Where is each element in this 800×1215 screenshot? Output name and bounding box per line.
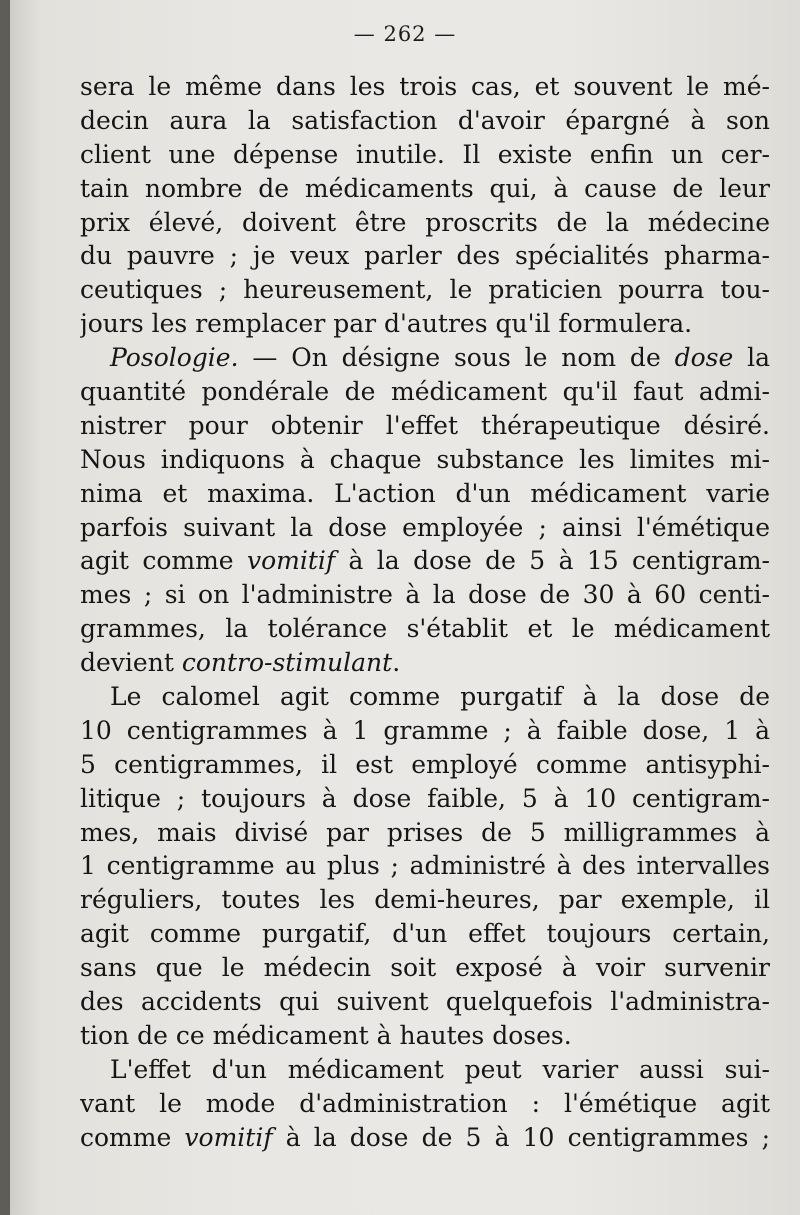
text-line: agit comme purgatif, d'un effet toujours certain, <box>80 919 770 949</box>
text-line: L'effet d'un médicament peut varier aussi sui- <box>110 1054 770 1084</box>
text-line: Le calomel agit comme purgatif à la dose de <box>110 682 770 712</box>
text-line: client une dépense inutile. Il existe enfin un cer- <box>80 139 770 169</box>
text-line: sans que le médecin soit exposé à voir survenir <box>80 953 770 983</box>
page-number: — 262 — <box>353 22 457 46</box>
text-line: jours les remplacer par d'autres qu'il formulera. <box>80 309 693 339</box>
text-line: mes, mais divisé par prises de 5 milligrammes à <box>80 817 770 847</box>
text-line: litique ; toujours à dose faible, 5 à 10 centigram- <box>80 783 770 813</box>
text-line: sera le même dans les trois cas, et souvent le mé- <box>80 72 770 101</box>
emphasis-term: dose <box>674 343 734 373</box>
emphasis-term: contro-stimulant <box>181 648 393 678</box>
text-line: tion de ce médicament à hautes doses. <box>80 1020 572 1050</box>
body-text <box>80 70 770 1155</box>
text-line: nima et maxima. L'action d'un médicament varie <box>80 478 770 508</box>
text-line: Nous indiquons à chaque substance les limites mi- <box>80 444 770 474</box>
text-line: vant le mode d'administration : l'émétique agit <box>80 1088 770 1118</box>
text-line: agit comme vomitif à la dose de 5 à 15 centigram- <box>80 546 770 576</box>
text-line: prix élevé, doivent être proscrits de la médecine <box>80 207 770 237</box>
text-line: quantité pondérale de médicament qu'il faut admi- <box>80 377 770 407</box>
text-line: comme vomitif à la dose de 5 à 10 centigrammes ; <box>80 1122 770 1152</box>
text-line: tain nombre de médicaments qui, à cause de leur <box>80 173 770 203</box>
text-line: parfois suivant la dose employée ; ainsi l'émétique <box>80 512 770 542</box>
text-line: ceutiques ; heureusement, le praticien pourra tou- <box>80 275 770 305</box>
text-line: nistrer pour obtenir l'effet thérapeutique désiré. <box>80 410 770 440</box>
text-line: 5 centigrammes, il est employé comme antisyphi- <box>80 749 770 779</box>
text-line: réguliers, toutes les demi-heures, par exemple, il <box>80 885 770 915</box>
text-line: grammes, la tolérance s'établit et le médicament <box>80 614 770 644</box>
emphasis-term: vomitif <box>246 546 336 576</box>
text-line: Posologie. — On désigne sous le nom de dose la <box>110 343 770 373</box>
emphasis-term: vomitif <box>184 1122 273 1152</box>
text-line: mes ; si on l'administre à la dose de 30 à 60 centi- <box>80 580 770 610</box>
section-heading-posologie: Posologie. <box>110 343 239 373</box>
text-line: devient contro-stimulant. <box>80 648 401 678</box>
text-line: du pauvre ; je veux parler des spécialités pharma- <box>80 241 770 271</box>
text-line: 10 centigrammes à 1 gramme ; à faible dose, 1 à <box>80 715 770 745</box>
text-line: des accidents qui suivent quelquefois l'administra- <box>80 987 770 1017</box>
text-line: decin aura la satisfaction d'avoir épargné à son <box>80 105 770 135</box>
book-page <box>10 0 800 1215</box>
text-line: 1 centigramme au plus ; administré à des intervalles <box>80 851 770 881</box>
